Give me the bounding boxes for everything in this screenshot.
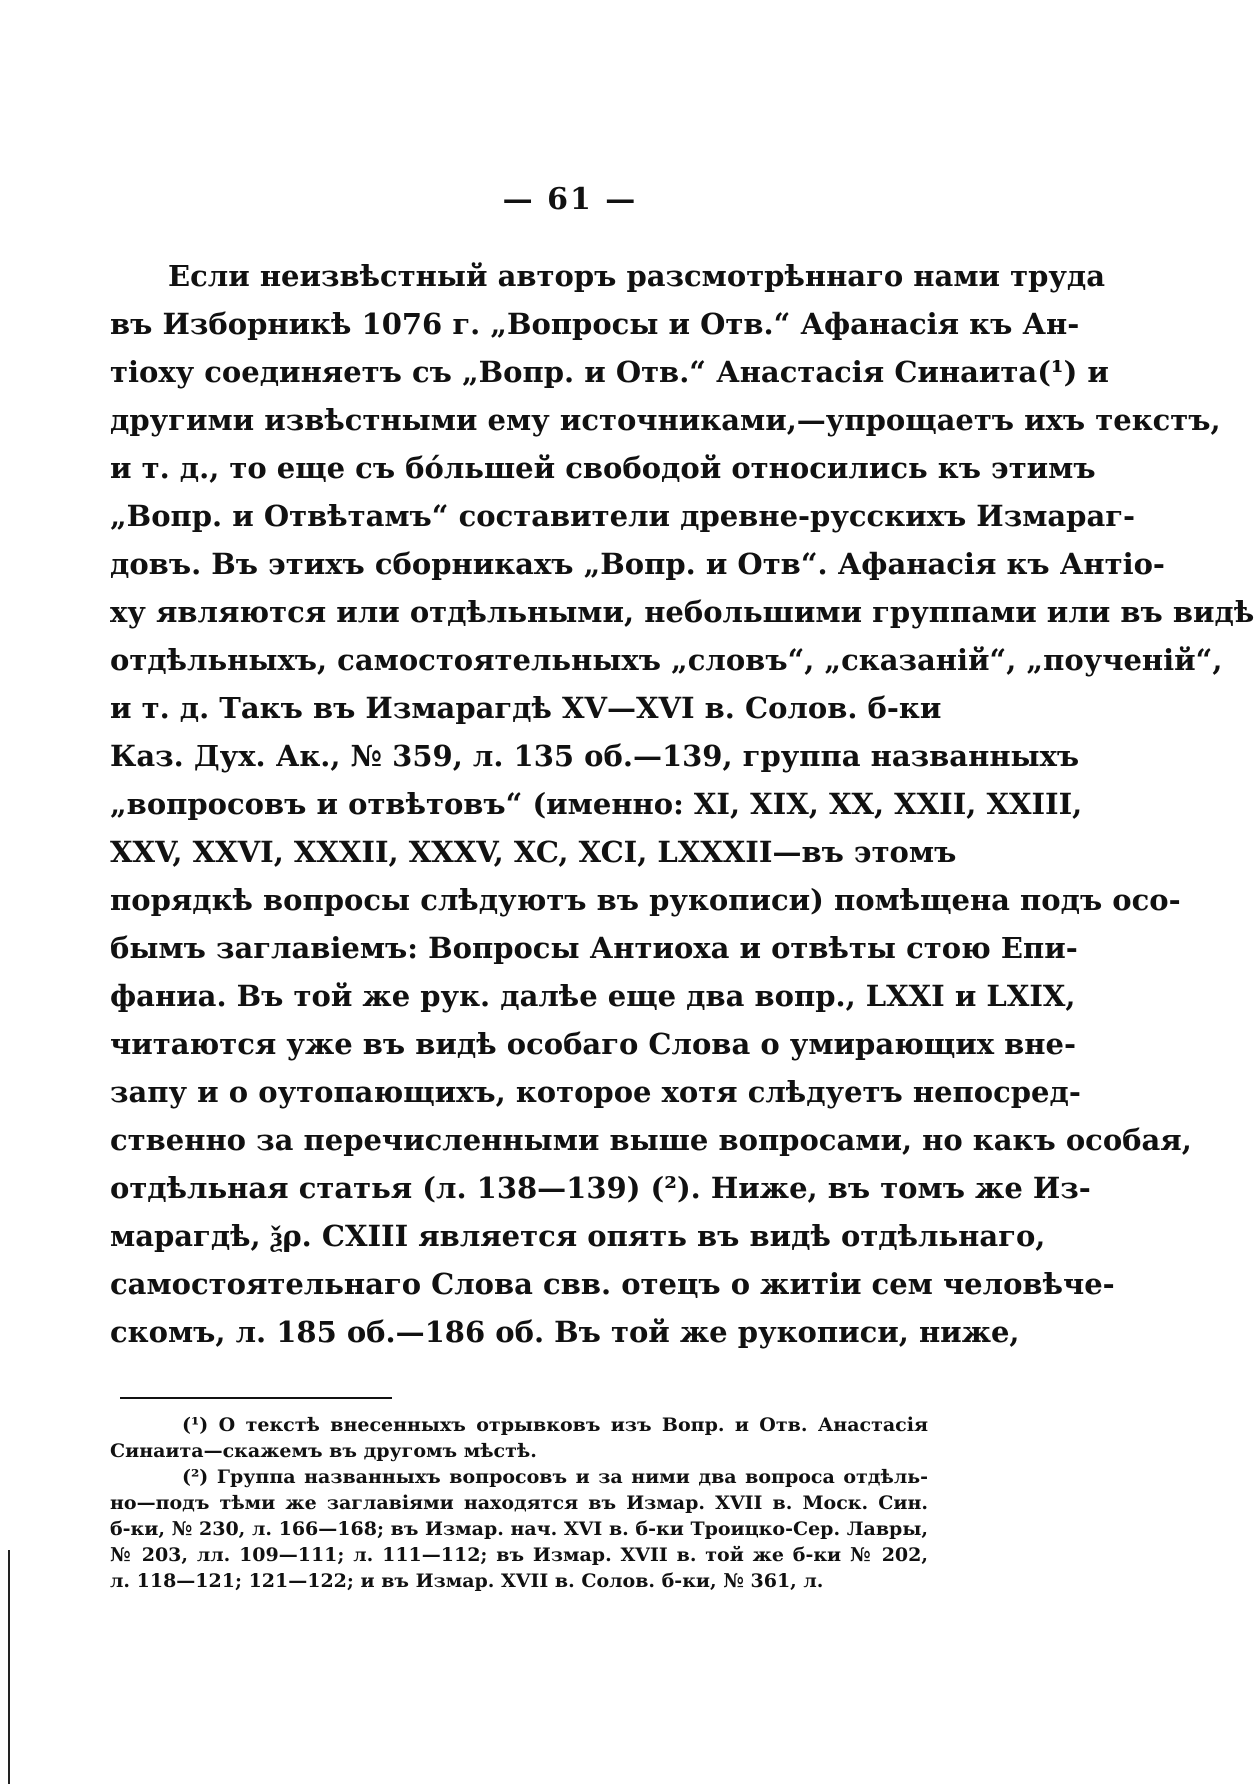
text-line: въ Изборникѣ 1076 г. „Вопросы и Отв.“ Афанасія къ Ан- — [110, 307, 1080, 341]
text-line: запу и о оутопающихъ, которое хотя слѣдуетъ непосред- — [110, 1075, 1081, 1109]
text-line: ственно за перечисленными выше вопросами, но какъ особая, — [110, 1123, 1192, 1157]
text-line: „вопросовъ и отвѣтовъ“ (именно: XI, XIX, XX, XXII, XXIII, — [110, 787, 1083, 821]
text-line: тіоху соединяетъ съ „Вопр. и Отв.“ Анастасія Синаита(¹) и — [110, 355, 1109, 389]
text-line: Каз. Дух. Ак., № 359, л. 135 об.—139, группа названныхъ — [110, 739, 1080, 773]
footnote-line: б-ки, № 230, л. 166—168; въ Измар. нач. XVI в. б-ки Троицко-Сер. Лавры, — [110, 1518, 928, 1540]
text-line: самостоятельнаго Слова свв. отецъ о житіи сем человѣче- — [110, 1267, 1115, 1301]
text-line: отдѣльная статья (л. 138—139) (²). Ниже, въ томъ же Из- — [110, 1171, 1091, 1205]
text-line: ху являются или отдѣльными, небольшими группами или въ видѣ — [110, 595, 1254, 629]
text-line: фаниа. Въ той же рук. далѣе еще два вопр., LXXI и LXIX, — [110, 979, 1076, 1013]
scan-edge-line — [8, 1550, 10, 1784]
footnote-line: л. 118—121; 121—122; и въ Измар. XVII в. Солов. б-ки, № 361, л. — [110, 1570, 824, 1592]
text-line: марагдѣ, ѯρ. CXIII является опять въ видѣ отдѣльнаго, — [110, 1219, 1046, 1253]
footnote-line: (²) Группа названныхъ вопросовъ и за ними два вопроса отдѣль- — [182, 1466, 928, 1488]
text-line: и т. д. Такъ въ Измарагдѣ XV—XVI в. Солов. б-ки — [110, 691, 942, 725]
footnote-line: № 203, лл. 109—111; л. 111—112; въ Измар. XVII в. той же б-ки № 202, — [110, 1544, 928, 1566]
footnote-line: (¹) О текстѣ внесенныхъ отрывковъ изъ Вопр. и Отв. Анастасія — [182, 1414, 928, 1436]
footnote-line: Синаита—скажемъ въ другомъ мѣстѣ. — [110, 1440, 537, 1462]
footnotes — [110, 1412, 928, 1594]
text-line: скомъ, л. 185 об.—186 об. Въ той же рукописи, ниже, — [110, 1315, 1020, 1349]
text-line: XXV, XXVI, XXXII, XXXV, XC, XCI, LXXXII—въ этомъ — [110, 835, 957, 869]
page-number: — 61 — — [502, 182, 638, 217]
text-line: порядкѣ вопросы слѣдуютъ въ рукописи) помѣщена подъ осо- — [110, 883, 1181, 917]
text-line: другими извѣстными ему источниками,—упрощаетъ ихъ текстъ, — [110, 403, 1221, 437]
text-line: отдѣльныхъ, самостоятельныхъ „словъ“, „сказаній“, „поученій“, — [110, 643, 1223, 677]
text-line: бымъ заглавіемъ: Вопросы Антиоха и отвѣты стою Епи- — [110, 931, 1078, 965]
text-line: читаются уже въ видѣ особаго Слова о умирающих вне- — [110, 1027, 1076, 1061]
text-line: „Вопр. и Отвѣтамъ“ составители древне-русскихъ Измараг- — [110, 499, 1136, 533]
main-text — [110, 252, 1254, 1356]
text-line: и т. д., то еще съ бóльшей свободой относились къ этимъ — [110, 451, 1096, 485]
text-line: Если неизвѣстный авторъ разсмотрѣннаго нами труда — [168, 259, 1106, 293]
footnote-line: но—подъ тѣми же заглавіями находятся въ Измар. XVII в. Моск. Син. — [110, 1492, 928, 1514]
text-line: довъ. Въ этихъ сборникахъ „Вопр. и Отв“. Афанасія къ Антіо- — [110, 547, 1165, 581]
footnote-divider — [120, 1397, 392, 1399]
